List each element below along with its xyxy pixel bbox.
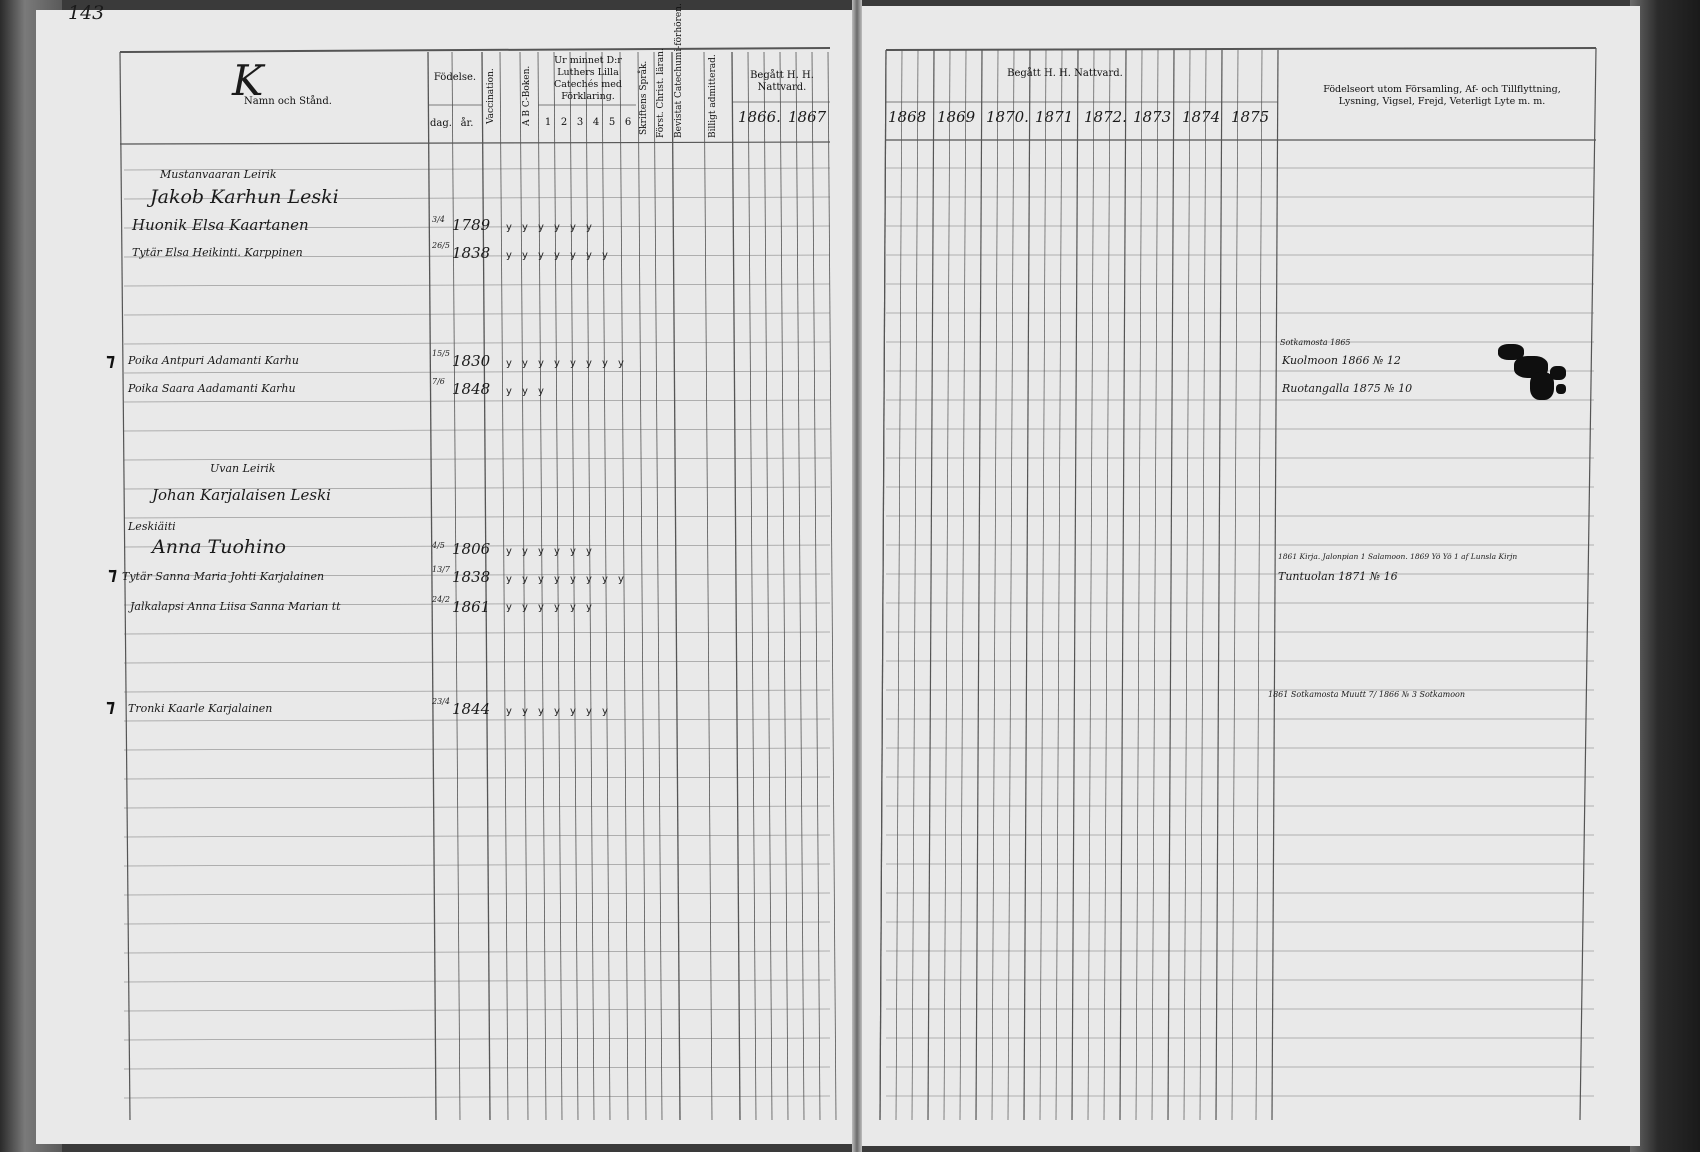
entry-name-6: Johan Karjalaisen Leski	[152, 486, 331, 504]
catechism-number: 1	[544, 117, 552, 128]
column-line	[1256, 50, 1262, 1120]
entry-day-5: 7/6	[432, 377, 445, 386]
remark-5: 1861 Sotkamosta Muutt 7/ 1866 № 3 Sotkamoon	[1268, 690, 1466, 699]
year-label: 1875	[1231, 108, 1270, 126]
nattvard-left-header: Begått H. H. Nattvard.	[750, 70, 814, 93]
column-line	[1008, 50, 1014, 1120]
left-border	[120, 52, 130, 1120]
column-line	[1200, 50, 1206, 1120]
column-line	[428, 52, 436, 1120]
birth-year-header: år.	[460, 118, 474, 129]
column-line	[780, 52, 788, 1120]
entry-name-5: Poika Saara Aadamanti Karhu	[128, 382, 296, 395]
ditto-mark: y	[618, 574, 624, 585]
remark-3: 1861 Kirja. Jalonpian 1 Salamoon. 1869 Yö Yö 1 af Lunsla Kirjn	[1278, 552, 1518, 561]
column-line	[992, 50, 998, 1120]
ruled-line	[124, 400, 830, 402]
ruled-line	[124, 516, 830, 518]
ditto-mark: y	[554, 706, 560, 717]
ruled-line	[124, 429, 830, 431]
column-line	[538, 52, 546, 1120]
column-line	[960, 50, 966, 1120]
entry-day-10: 23/4	[432, 697, 450, 706]
ruled-line	[124, 1009, 830, 1011]
ruled-line	[124, 458, 830, 460]
column-line	[1136, 50, 1142, 1120]
column-line	[912, 50, 918, 1120]
column-line	[1104, 50, 1110, 1120]
entry-year-5: 1848	[452, 380, 491, 398]
entry-day-8: 13/7	[432, 565, 450, 574]
ditto-mark: y	[586, 706, 592, 717]
ditto-mark: y	[522, 574, 528, 585]
ditto-mark: y	[538, 386, 544, 397]
ditto-mark: y	[506, 706, 512, 717]
ditto-mark: y	[586, 546, 592, 557]
ruled-line	[124, 342, 830, 344]
year-1866: 1866.	[738, 108, 781, 126]
page-number: 143	[68, 2, 105, 24]
vaccination-header: Vaccination.	[486, 68, 496, 124]
column-line	[482, 52, 490, 1120]
birth-day-header: dag.	[430, 118, 452, 129]
entry-day-2: 3/4	[432, 215, 445, 224]
ruled-line	[124, 719, 830, 721]
column-line	[1216, 50, 1222, 1120]
column-line	[928, 50, 934, 1120]
ruled-line	[124, 835, 830, 837]
column-line	[704, 52, 712, 1120]
farm-heading-2: Uvan Leirik	[210, 462, 276, 475]
catechism-header: Ur minnet D:r Luthers Lilla Catechés med Förklaring.	[553, 55, 623, 102]
column-line	[1168, 50, 1174, 1120]
column-line	[520, 52, 528, 1120]
ditto-mark: y	[506, 602, 512, 613]
ditto-mark: y	[602, 574, 608, 585]
ditto-mark: y	[554, 222, 560, 233]
ruled-line	[124, 748, 830, 750]
ditto-mark: y	[554, 358, 560, 369]
entry-name-6b: Leskiäiti	[128, 520, 176, 533]
column-line	[554, 52, 562, 1120]
year-label: 1872.	[1084, 108, 1127, 126]
title-letter: K	[232, 56, 264, 105]
ruled-line	[124, 777, 830, 779]
year-label: 1874	[1182, 108, 1221, 126]
ditto-mark: y	[570, 222, 576, 233]
entry-year-3: 1838	[452, 244, 491, 262]
ditto-mark: y	[602, 706, 608, 717]
entry-name-1: Jakob Karhun Leski	[150, 186, 339, 208]
entry-day-3: 26/5	[432, 241, 450, 250]
entry-year-4: 1830	[452, 352, 491, 370]
ditto-mark: y	[586, 222, 592, 233]
ruled-line	[124, 864, 830, 866]
column-line	[1088, 50, 1094, 1120]
forst-christ-header: Först. Christ. läran.	[656, 48, 666, 138]
ditto-mark: y	[554, 602, 560, 613]
name-column-header: Namn och Stånd.	[244, 96, 332, 107]
ditto-mark: y	[506, 222, 512, 233]
ditto-mark: y	[522, 222, 528, 233]
entry-name-7: Anna Tuohino	[152, 536, 286, 558]
entry-day-4: 15/5	[432, 349, 450, 358]
ruled-line	[124, 690, 830, 692]
ditto-mark: y	[586, 574, 592, 585]
column-line	[586, 52, 594, 1120]
entry-day-7: 4/5	[432, 541, 445, 550]
nattvard-right-header: Begått H. H. Nattvard.	[1007, 68, 1123, 79]
ditto-mark: y	[554, 250, 560, 261]
column-line	[976, 50, 982, 1120]
ditto-mark: y	[522, 386, 528, 397]
ditto-mark: y	[538, 546, 544, 557]
entry-year-2: 1789	[452, 216, 491, 234]
ditto-mark: y	[538, 706, 544, 717]
ditto-mark: y	[538, 250, 544, 261]
column-line	[1024, 50, 1030, 1120]
ruled-line	[124, 1038, 830, 1040]
birth-header: Födelse.	[433, 72, 477, 83]
column-line	[602, 52, 610, 1120]
column-line	[1040, 50, 1046, 1120]
column-line	[1272, 50, 1278, 1120]
entry-name-8: Tytär Sanna Maria Johti Karjalainen	[122, 570, 325, 583]
catechism-number: 4	[592, 117, 600, 128]
ditto-mark: y	[570, 546, 576, 557]
ditto-mark: y	[602, 250, 608, 261]
column-line	[732, 52, 740, 1120]
column-line	[620, 52, 628, 1120]
ditto-mark: y	[538, 574, 544, 585]
column-line	[638, 52, 646, 1120]
ditto-mark: y	[522, 358, 528, 369]
column-line	[452, 52, 460, 1120]
catechism-number: 2	[560, 117, 568, 128]
year-label: 1869	[937, 108, 976, 126]
ditto-mark: y	[586, 250, 592, 261]
column-line	[896, 50, 902, 1120]
ditto-mark: y	[570, 358, 576, 369]
ditto-mark: y	[570, 706, 576, 717]
ditto-mark: y	[618, 358, 624, 369]
abc-header: A B C-Boken.	[522, 65, 532, 127]
ruled-line	[124, 893, 830, 895]
column-line	[1072, 50, 1078, 1120]
entry-day-9: 24/2	[432, 595, 450, 604]
year-label: 1868	[888, 108, 927, 126]
entry-name-3: Tytär Elsa Heikinti. Karppinen	[132, 246, 303, 259]
margin-mark-2: ⁊	[108, 564, 118, 585]
column-line	[812, 52, 820, 1120]
entry-name-10: Tronki Kaarle Karjalainen	[128, 702, 273, 715]
ditto-mark: y	[554, 546, 560, 557]
ruled-line	[124, 313, 830, 315]
entry-year-7: 1806	[452, 540, 491, 558]
header-bottom-line	[120, 142, 830, 144]
ditto-mark: y	[586, 358, 592, 369]
column-line	[796, 52, 804, 1120]
ditto-mark: y	[538, 602, 544, 613]
ditto-mark: y	[570, 574, 576, 585]
remark-4: Tuntuolan 1871 № 16	[1278, 570, 1398, 583]
ditto-mark: y	[586, 602, 592, 613]
ruled-line	[124, 284, 830, 286]
ditto-mark: y	[506, 250, 512, 261]
ditto-mark: y	[554, 574, 560, 585]
column-line	[1232, 50, 1238, 1120]
ditto-mark: y	[570, 250, 576, 261]
ditto-mark: y	[522, 250, 528, 261]
ruled-line	[124, 951, 830, 953]
ditto-mark: y	[506, 574, 512, 585]
remark-1: Kuolmoon 1866 № 12	[1282, 354, 1401, 367]
margin-mark-1: ⁊	[106, 350, 116, 371]
column-line	[672, 52, 680, 1120]
entry-name-9: Jalkalapsi Anna Liisa Sanna Marian tt	[130, 600, 341, 613]
bevistat-header: Bevistat Catechumi-förhören.	[674, 3, 684, 138]
column-line	[880, 50, 886, 1120]
ruled-line	[124, 806, 830, 808]
catechism-number: 5	[608, 117, 616, 128]
ditto-mark: y	[570, 602, 576, 613]
column-line	[1184, 50, 1190, 1120]
ditto-mark: y	[506, 386, 512, 397]
column-line	[764, 52, 772, 1120]
catechism-number: 3	[576, 117, 584, 128]
ditto-mark: y	[522, 706, 528, 717]
remark-1a: Sotkamosta 1865	[1280, 338, 1351, 347]
billigt-header: Billigt admitterad.	[708, 54, 718, 138]
ruled-line	[124, 1096, 830, 1098]
ditto-mark: y	[522, 602, 528, 613]
entry-name-2: Huonik Elsa Kaartanen	[132, 216, 309, 234]
entry-year-10: 1844	[452, 700, 491, 718]
header-top-line	[120, 48, 830, 52]
ruled-line	[124, 922, 830, 924]
ruled-line	[124, 1067, 830, 1069]
year-label: 1871	[1035, 108, 1074, 126]
ditto-mark: y	[538, 222, 544, 233]
ditto-mark: y	[522, 546, 528, 557]
column-line	[1056, 50, 1062, 1120]
year-1867: 1867	[788, 108, 827, 126]
column-line	[654, 52, 662, 1120]
ditto-mark: y	[506, 358, 512, 369]
column-line	[570, 52, 578, 1120]
ruled-line	[124, 371, 830, 373]
margin-mark-3: ⁊	[106, 696, 116, 717]
ditto-mark: y	[538, 358, 544, 369]
remarks-header: Födelseort utom Församling, Af- och Tillflyttning, Lysning, Vigsel, Frejd, Veterligt Lyte m. m.	[1323, 84, 1561, 107]
column-line	[748, 52, 756, 1120]
ruled-line	[124, 632, 830, 634]
right-border	[1580, 48, 1596, 1120]
skriftens-header: Skriftens Språk.	[639, 60, 649, 136]
column-line	[828, 52, 836, 1120]
year-label: 1873	[1133, 108, 1172, 126]
column-line	[1120, 50, 1126, 1120]
entry-year-9: 1861	[452, 598, 491, 616]
entry-year-8: 1838	[452, 568, 491, 586]
header-top-line	[886, 48, 1596, 50]
column-line	[500, 52, 508, 1120]
column-line	[1152, 50, 1158, 1120]
catechism-number: 6	[624, 117, 632, 128]
column-line	[944, 50, 950, 1120]
ditto-mark: y	[602, 358, 608, 369]
year-label: 1870.	[986, 108, 1029, 126]
entry-name-4: Poika Antpuri Adamanti Karhu	[128, 354, 299, 367]
remark-2: Ruotangalla 1875 № 10	[1282, 382, 1413, 395]
ruled-line	[124, 661, 830, 663]
farm-heading-1: Mustanvaaran Leirik	[160, 168, 277, 181]
ditto-mark: y	[506, 546, 512, 557]
ruled-line	[124, 980, 830, 982]
